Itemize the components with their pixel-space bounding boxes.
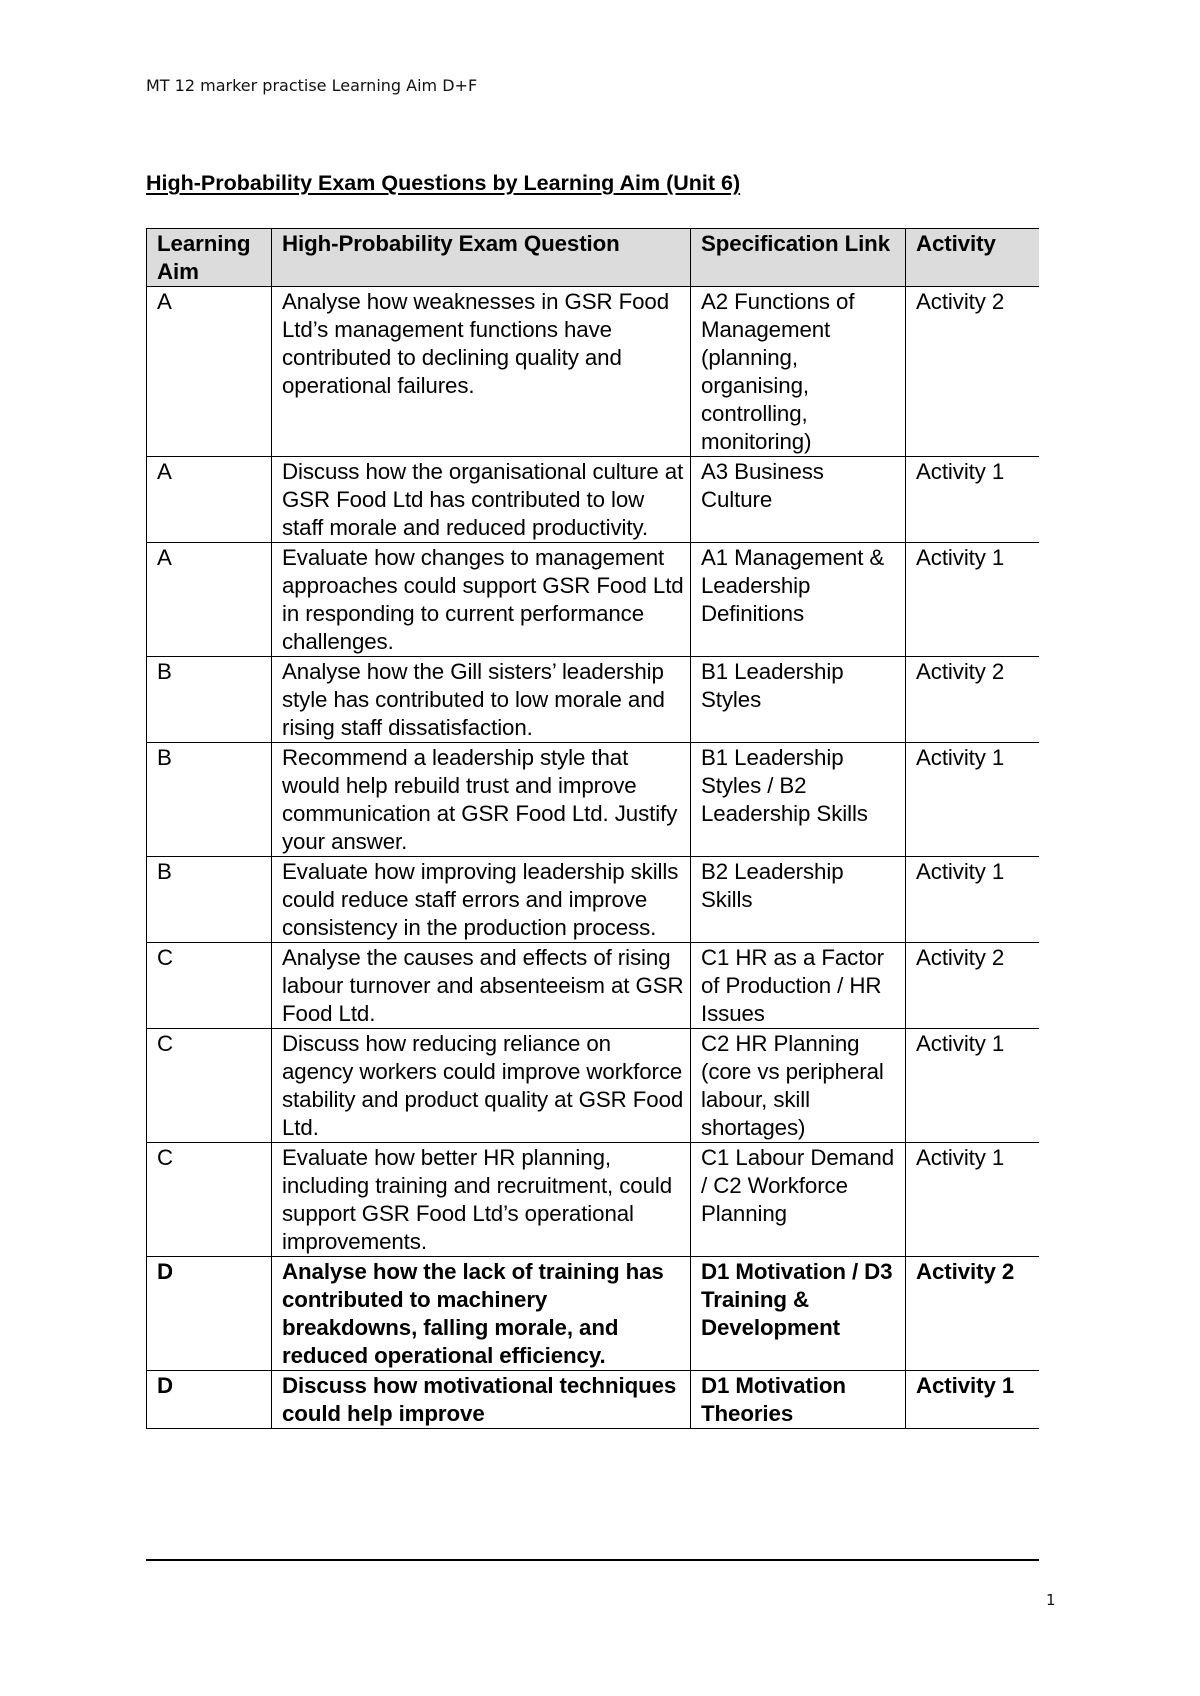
cell-specification-link: D1 Motivation Theories [691,1371,906,1429]
column-header-specification-link: Specification Link [691,229,906,287]
document-header: MT 12 marker practise Learning Aim D+F [146,76,478,95]
table-row [147,543,1040,657]
table-row [147,1371,1040,1429]
table-body [147,287,1040,1429]
cell-specification-link: A2 Functions of Management (planning, organising, controlling, monitoring) [691,287,906,457]
cell-learning-aim: A [147,543,272,657]
cell-activity: Activity 2 [906,287,1040,457]
cell-learning-aim: C [147,943,272,1029]
cell-activity: Activity 1 [906,743,1040,857]
cell-question: Analyse the causes and effects of rising labour turnover and absenteeism at GSR Food Ltd. [272,943,691,1029]
cell-learning-aim: B [147,857,272,943]
table-row [147,657,1040,743]
cell-question: Discuss how reducing reliance on agency workers could improve workforce stability and product quality at GSR Food Ltd. [272,1029,691,1143]
cell-learning-aim: B [147,657,272,743]
document-title: High-Probability Exam Questions by Learning Aim (Unit 6) [146,171,741,195]
cell-activity: Activity 2 [906,657,1040,743]
cell-specification-link: C1 HR as a Factor of Production / HR Issues [691,943,906,1029]
cell-question: Evaluate how better HR planning, including training and recruitment, could support GSR Food Ltd’s operational improvements. [272,1143,691,1257]
cell-question: Analyse how the Gill sisters’ leadership style has contributed to low morale and rising staff dissatisfaction. [272,657,691,743]
cell-question: Discuss how the organisational culture at GSR Food Ltd has contributed to low staff morale and reduced productivity. [272,457,691,543]
cell-activity: Activity 1 [906,857,1040,943]
cell-activity: Activity 1 [906,543,1040,657]
table-row [147,743,1040,857]
cell-specification-link: C1 Labour Demand / C2 Workforce Planning [691,1143,906,1257]
cell-specification-link: C2 HR Planning (core vs peripheral labour, skill shortages) [691,1029,906,1143]
cell-specification-link: B1 Leadership Styles / B2 Leadership Skills [691,743,906,857]
cell-question: Discuss how motivational techniques could help improve [272,1371,691,1429]
cell-question: Analyse how weaknesses in GSR Food Ltd’s management functions have contributed to declining quality and operational failures. [272,287,691,457]
table-row [147,1257,1040,1371]
cell-activity: Activity 1 [906,457,1040,543]
cell-activity: Activity 1 [906,1143,1040,1257]
table-row [147,857,1040,943]
table-row [147,1029,1040,1143]
cell-learning-aim: B [147,743,272,857]
cell-question: Analyse how the lack of training has contributed to machinery breakdowns, falling morale, and reduced operational efficiency. [272,1257,691,1371]
cell-activity: Activity 1 [906,1029,1040,1143]
cell-question: Evaluate how improving leadership skills could reduce staff errors and improve consistency in the production process. [272,857,691,943]
cell-specification-link: B1 Leadership Styles [691,657,906,743]
cell-learning-aim: D [147,1371,272,1429]
cell-learning-aim: A [147,287,272,457]
cell-activity: Activity 1 [906,1371,1040,1429]
column-header-question: High-Probability Exam Question [272,229,691,287]
cell-specification-link: B2 Leadership Skills [691,857,906,943]
cell-specification-link: A1 Management & Leadership Definitions [691,543,906,657]
cell-question: Recommend a leadership style that would help rebuild trust and improve communication at GSR Food Ltd. Justify your answer. [272,743,691,857]
table-header-row [147,229,1040,287]
exam-questions-table-container [146,228,1039,1561]
table-row [147,1143,1040,1257]
page-number: 1 [1046,1591,1056,1609]
table-row [147,287,1040,457]
table-row [147,943,1040,1029]
column-header-activity: Activity [906,229,1040,287]
cell-learning-aim: C [147,1143,272,1257]
cell-specification-link: D1 Motivation / D3 Training & Development [691,1257,906,1371]
cell-learning-aim: C [147,1029,272,1143]
cell-activity: Activity 2 [906,943,1040,1029]
cell-learning-aim: A [147,457,272,543]
cell-learning-aim: D [147,1257,272,1371]
cell-specification-link: A3 Business Culture [691,457,906,543]
exam-questions-table [146,228,1039,1429]
cell-activity: Activity 2 [906,1257,1040,1371]
table-row [147,457,1040,543]
cell-question: Evaluate how changes to management approaches could support GSR Food Ltd in responding to current performance challenges. [272,543,691,657]
column-header-learning-aim: Learning Aim [147,229,272,287]
